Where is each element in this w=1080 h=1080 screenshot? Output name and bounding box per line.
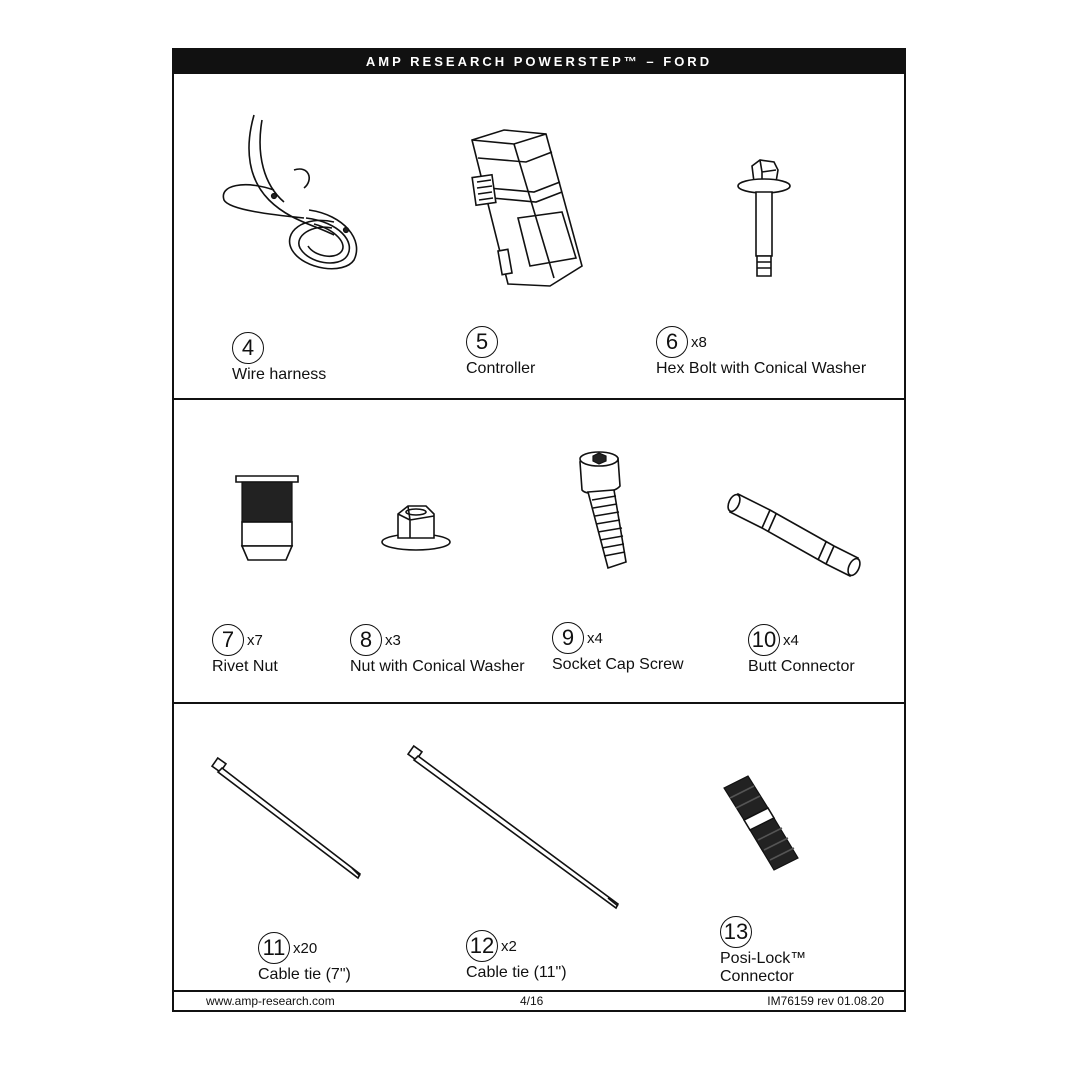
controller-icon — [464, 128, 594, 308]
part-number-badge: 6 — [656, 326, 688, 358]
part-number-badge: 7 — [212, 624, 244, 656]
part-number-badge: 13 — [720, 916, 752, 948]
part-number-badge: 4 — [232, 332, 264, 364]
socket-cap-screw-icon — [574, 450, 634, 575]
part-quantity: x3 — [385, 631, 401, 649]
part-number-badge: 9 — [552, 622, 584, 654]
parts-sheet — [172, 48, 906, 1012]
part-12 — [466, 930, 567, 982]
part-label: Rivet Nut — [212, 658, 278, 675]
part-label: Butt Connector — [748, 658, 855, 675]
part-5 — [466, 326, 535, 378]
cable-tie-long-icon — [408, 744, 624, 914]
footer-divider — [174, 990, 904, 992]
page-title: AMP RESEARCH POWERSTEP™ – FORD — [174, 50, 904, 74]
wire-harness-icon — [214, 110, 374, 290]
part-number-badge: 12 — [466, 930, 498, 962]
part-quantity: x4 — [783, 631, 799, 649]
part-4 — [232, 332, 326, 384]
footer-page-number: 4/16 — [520, 994, 544, 1008]
part-label: Wire harness — [232, 366, 327, 383]
part-label: Hex Bolt with Conical Washer — [656, 360, 867, 377]
footer-doc-id: IM76159 rev 01.08.20 — [767, 994, 884, 1008]
part-quantity: x4 — [587, 629, 603, 647]
part-quantity: x20 — [293, 939, 318, 957]
part-label: Nut with Conical Washer — [350, 658, 525, 675]
posi-lock-connector-icon — [718, 774, 804, 870]
part-quantity: x2 — [501, 937, 517, 955]
part-6 — [656, 326, 866, 378]
part-label: Cable tie (7") — [258, 966, 351, 983]
part-11 — [258, 932, 351, 984]
part-label: Socket Cap Screw — [552, 656, 684, 673]
conical-nut-icon — [378, 500, 454, 556]
row-divider-2 — [174, 702, 904, 704]
part-7 — [212, 624, 278, 676]
hex-bolt-icon — [734, 158, 794, 288]
part-number-badge: 5 — [466, 326, 498, 358]
butt-connector-icon — [730, 490, 864, 580]
part-quantity: x7 — [247, 631, 263, 649]
part-number-badge: 10 — [748, 624, 780, 656]
rivet-nut-icon — [234, 472, 304, 564]
cable-tie-short-icon — [212, 756, 368, 884]
part-label: Controller — [466, 360, 536, 377]
part-number-badge: 8 — [350, 624, 382, 656]
part-9 — [552, 622, 684, 674]
row-divider-1 — [174, 398, 904, 400]
part-number-badge: 11 — [258, 932, 290, 964]
part-label: Cable tie (11") — [466, 964, 567, 981]
part-label-line1: Posi-Lock™ — [720, 950, 807, 967]
part-quantity: x8 — [691, 333, 707, 351]
footer-website: www.amp-research.com — [206, 994, 335, 1008]
part-8 — [350, 624, 525, 676]
part-13 — [720, 916, 806, 986]
part-10 — [748, 624, 855, 676]
part-label-line2: Connector — [720, 968, 794, 985]
